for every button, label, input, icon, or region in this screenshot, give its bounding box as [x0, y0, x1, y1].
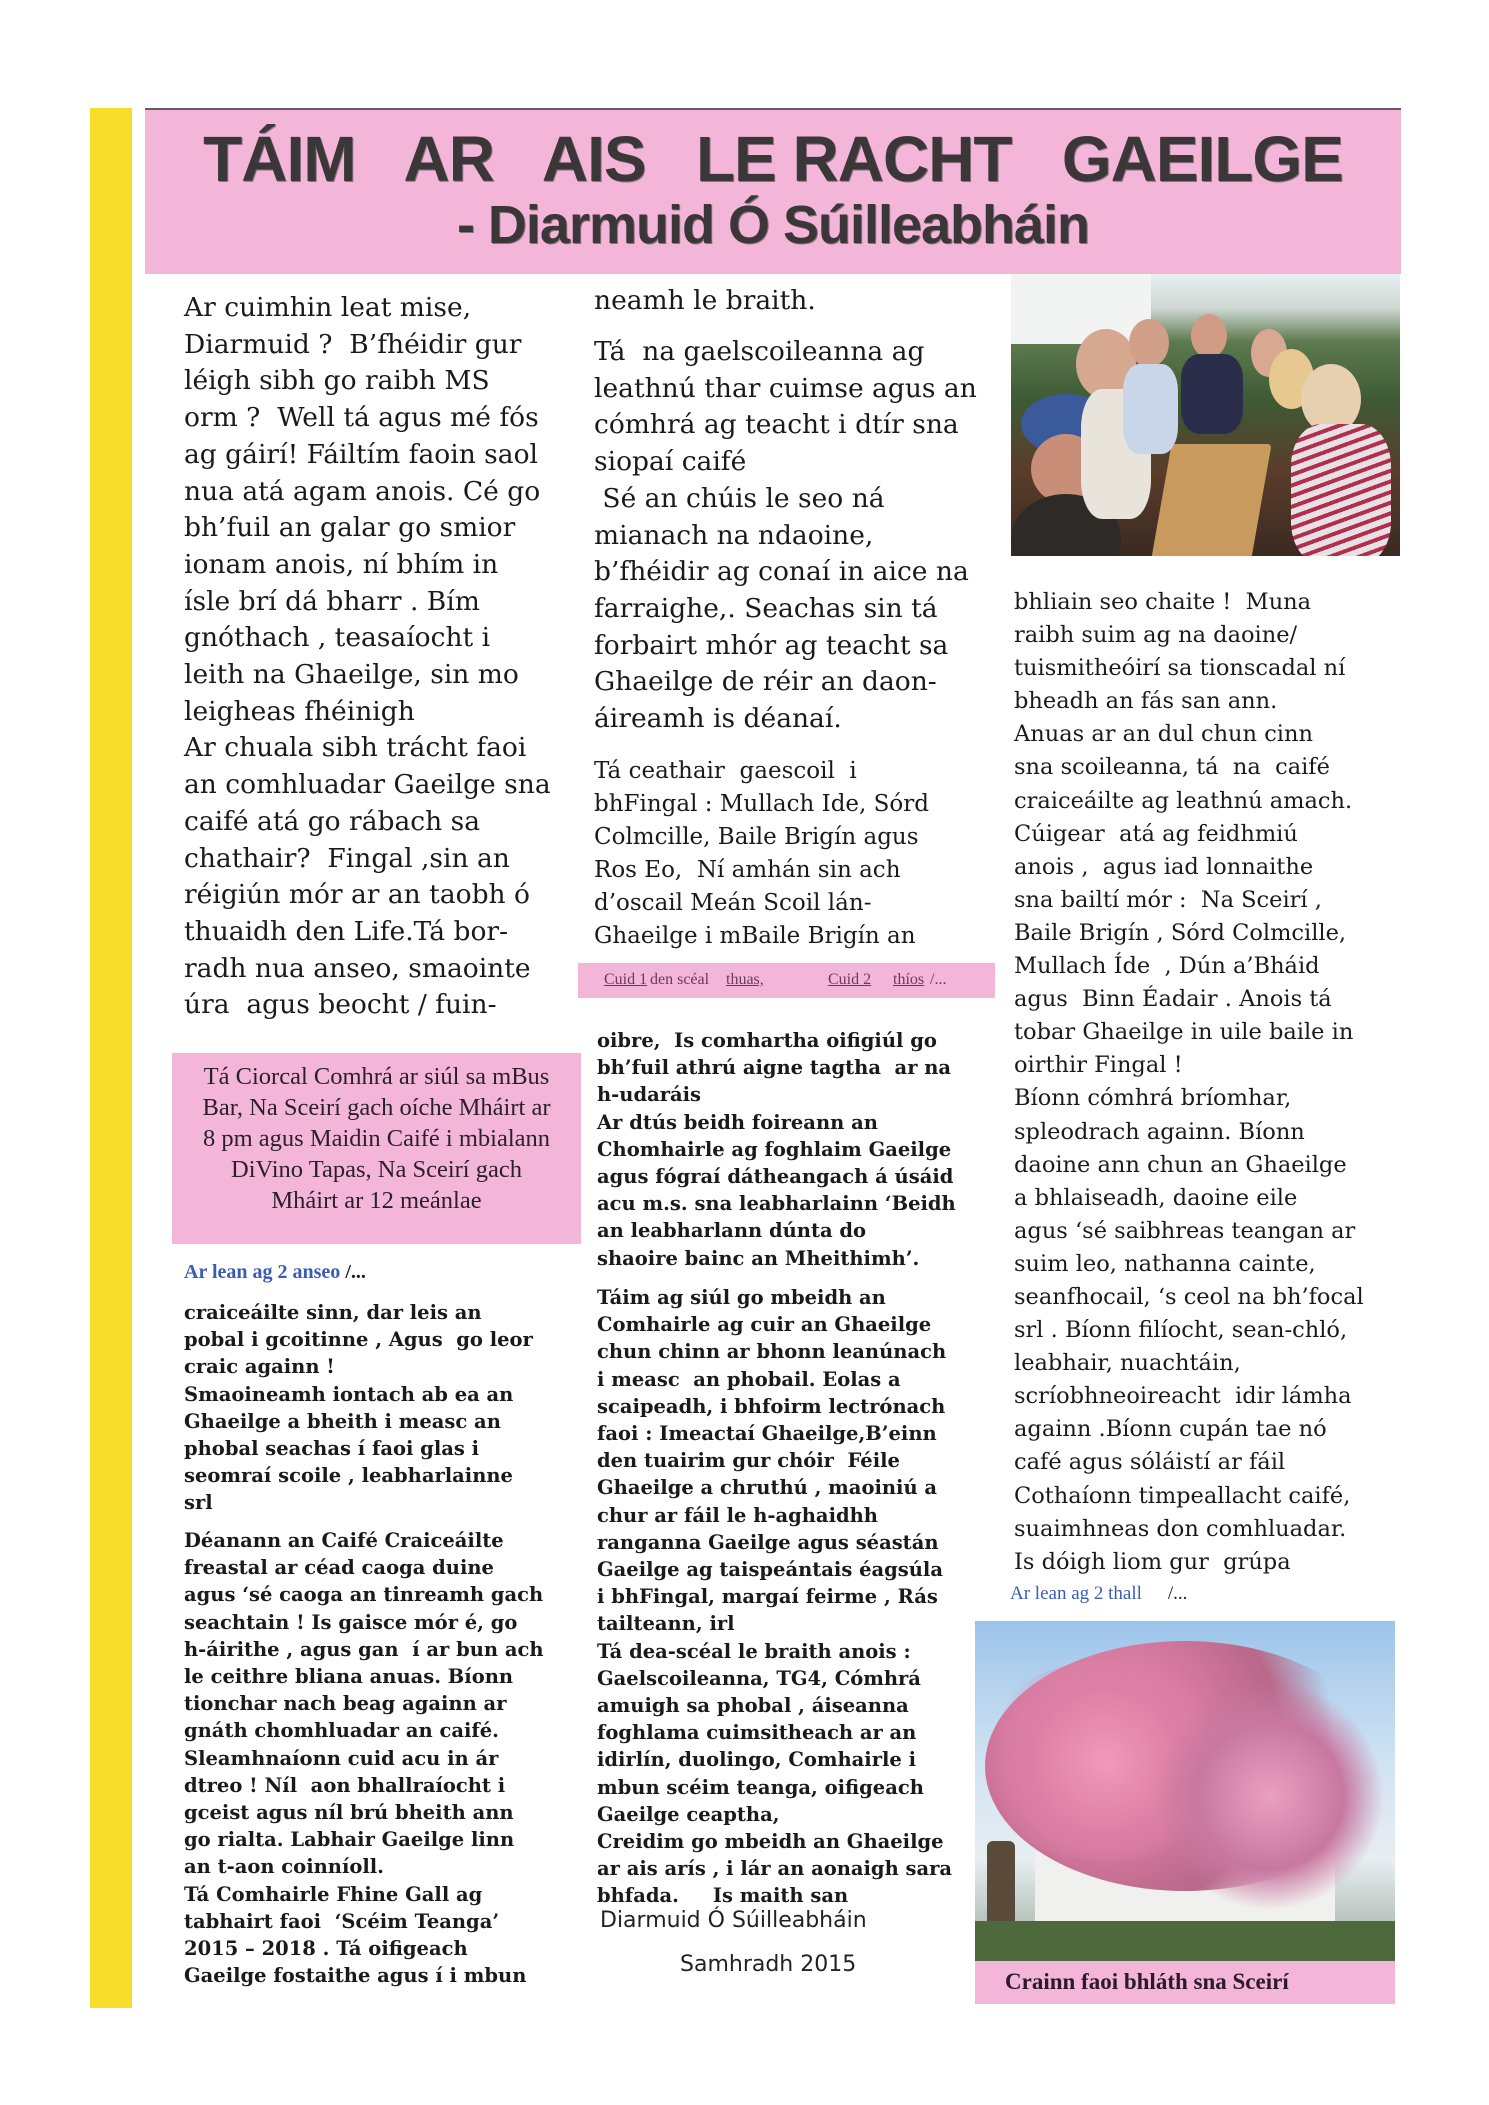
part2-suffix: /...	[930, 971, 947, 988]
text-line: sna scoileanna, tá na caifé	[1014, 754, 1330, 781]
text-line: Ar chuala sibh trácht faoi	[184, 732, 527, 764]
text-line: Creidim go mbeidh an Ghaeilge	[597, 1830, 944, 1854]
text-line: leabhair, nuachtáin,	[1014, 1350, 1241, 1377]
text-line: suim leo, nathanna cainte,	[1014, 1250, 1316, 1277]
continue-suffix-2: /...	[1167, 1583, 1188, 1604]
part1-tail-link[interactable]: thuas,	[726, 971, 764, 988]
text-line: daoine ann chun an Ghaeilge	[1014, 1151, 1347, 1178]
text-line: tabhairt faoi ‘Scéim Teanga’	[184, 1909, 500, 1933]
text-line: seachtain ! Is gaisce mór é, go	[184, 1610, 518, 1634]
text-line: ag gáirí! Fáiltím faoin saol	[184, 438, 539, 470]
text-line: Ghaeilge a chruthú , maoiniú a	[597, 1476, 938, 1500]
photo-hedge	[975, 1921, 1395, 1961]
text-line: Mháirt ar 12 meánlae	[271, 1187, 482, 1214]
text-line: Anuas ar an dul chun cinn	[1014, 721, 1313, 748]
text-line: bhFingal : Mullach Ide, Sórd	[594, 791, 929, 817]
text-line: craic againn !	[184, 1355, 335, 1379]
text-line: Chomhairle ag foghlaim Gaeilge	[597, 1137, 952, 1161]
continue-suffix: /...	[340, 1261, 366, 1283]
text-line: réigiún mór ar an taobh ó	[184, 879, 530, 911]
text-line: farraighe,. Seachas sin tá	[594, 592, 938, 624]
text-line: Gaeilge fostaithe agus í i mbun	[184, 1964, 527, 1988]
text-line: agus ‘sé caoga an tinreamh gach	[184, 1583, 544, 1607]
text-line: Déanann an Caifé Craiceáilte	[184, 1529, 504, 1552]
text-line: an t-aon coinníoll.	[184, 1855, 384, 1879]
text-line: faoi : Imeactaí Ghaeilge,B’einn	[597, 1422, 937, 1446]
text-line: sna bailtí mór : Na Sceirí ,	[1014, 886, 1322, 913]
photo-table	[1150, 444, 1271, 556]
text-line: anois , agus iad lonnaithe	[1014, 853, 1314, 880]
text-line: Smaoineamh iontach ab ea an	[184, 1382, 514, 1406]
text-line: scaipeadh, i bhfoirm lectrónach	[597, 1394, 946, 1418]
text-line: Diarmuid ? B’fhéidir gur	[184, 328, 522, 360]
text-line: agus ‘sé saibhreas teangan ar	[1014, 1217, 1356, 1244]
text-line: bh’fuil an galar go smior	[184, 512, 516, 544]
column1-part2-b	[184, 1527, 544, 1989]
text-line: cómhrá ag teacht i dtír sna	[594, 409, 959, 441]
text-line: acu m.s. sna leabharlainn ‘Beidh	[597, 1192, 956, 1216]
text-line: spleodrach againn. Bíonn	[1014, 1118, 1305, 1145]
text-line: i measc an phobail. Eolas a	[597, 1367, 901, 1391]
text-line: radh nua anseo, smaointe	[184, 952, 531, 984]
text-line: tobar Ghaeilge in uile baile in	[1014, 1019, 1354, 1046]
text-line: Bar, Na Sceirí gach oíche Mháirt ar	[202, 1094, 551, 1121]
photo-caption	[975, 1961, 1395, 2004]
text-line: gceist agus níl brú bheith ann	[184, 1801, 514, 1825]
text-line: leith na Ghaeilge, sin mo	[184, 659, 519, 691]
continue-link[interactable]: Ar lean ag 2 anseo	[184, 1261, 341, 1283]
column1-intro	[184, 290, 551, 1024]
text-line: leigheas fhéinigh	[184, 695, 415, 727]
column1-part2-a	[184, 1299, 533, 1517]
text-line: mbun scéim teanga, oifigeach	[597, 1775, 924, 1799]
photo-blossom	[1155, 1681, 1385, 1911]
text-line: Ar cuimhin leat mise,	[184, 292, 472, 323]
text-line: an comhluadar Gaeilge sna	[184, 769, 551, 801]
text-line: Bíonn cómhrá bríomhar,	[1014, 1085, 1292, 1112]
text-line: léigh sibh go raibh MS	[184, 365, 490, 397]
event-notice-text	[172, 1061, 581, 1216]
text-line: Sé an chúis le seo ná	[594, 482, 885, 514]
text-line: go rialta. Labhair Gaeilge linn	[184, 1828, 515, 1852]
column2-para-c	[594, 755, 929, 953]
column2-part2-a	[597, 1027, 956, 1272]
article-header	[145, 108, 1401, 274]
text-line: gnóthach , teasaíocht i	[184, 622, 491, 654]
text-line: forbairt mhór ag teacht sa	[594, 629, 949, 661]
text-line: Colmcille, Baile Brigín agus	[594, 824, 919, 850]
text-line: seanfhocail, ‘s ceol na bh’focal	[1014, 1283, 1364, 1310]
article-title: TÁIM AR AIS LE RACHT GAEILGE	[203, 123, 1343, 195]
text-line: oirthir Fingal !	[1014, 1052, 1183, 1079]
text-line: Ghaeilge i mBaile Brigín an	[594, 923, 916, 949]
text-line: Tá Ciorcal Comhrá ar siúl sa mBus	[203, 1063, 550, 1090]
text-line: suaimhneas don comhluadar.	[1014, 1515, 1347, 1542]
text-line: nua atá agam anois. Cé go	[184, 475, 541, 507]
text-line: tionchar nach beag againn ar	[184, 1692, 507, 1716]
text-line: Tá na gaelscoileanna ag	[594, 336, 925, 367]
photo-person	[1181, 354, 1243, 434]
text-line: srl . Bíonn filíocht, sean-chló,	[1014, 1317, 1348, 1344]
continue-note	[184, 1259, 366, 1284]
text-line: Baile Brigín , Sórd Colmcille,	[1014, 919, 1347, 946]
text-line: seomraí scoile , leabharlainne	[184, 1464, 513, 1488]
text-line: pobal i gcoitinne , Agus go leor	[184, 1328, 533, 1352]
text-line: freastal ar céad caoga duine	[184, 1556, 494, 1580]
text-line: neamh le braith.	[594, 285, 816, 316]
text-line: DiVino Tapas, Na Sceirí gach	[231, 1156, 522, 1183]
column2-para-a	[594, 283, 816, 320]
signature: Diarmuid Ó Súilleabháin	[600, 1908, 867, 1933]
text-line: Tá ceathair gaescoil i	[594, 758, 857, 784]
text-line: chun chinn ar bhonn leanúnach	[597, 1340, 947, 1364]
text-line: craiceáilte sinn, dar leis an	[184, 1301, 482, 1324]
text-line: oibre, Is comhartha oifigiúl go	[597, 1029, 937, 1052]
text-line: Ghaeilge a bheith i measc an	[184, 1409, 501, 1433]
continue-link-2[interactable]: Ar lean ag 2 thall	[1010, 1583, 1142, 1604]
text-line: Mullach Íde , Dún a’Bháid	[1014, 953, 1320, 980]
text-line: chur ar fáil le h-aghaidhh	[597, 1503, 878, 1527]
text-line: Ar dtús beidh foireann an	[597, 1110, 878, 1134]
text-line: Is dóigh liom gur grúpa	[1014, 1548, 1291, 1575]
text-line: mianach na ndaoine,	[594, 519, 874, 551]
text-line: agus Binn Éadair . Anois tá	[1014, 986, 1332, 1013]
article-author: - Diarmuid Ó Súilleabháin	[456, 195, 1090, 255]
column3-text	[1014, 586, 1364, 1579]
text-line: thuaidh den Life.Tá bor-	[184, 915, 509, 947]
text-line: Tá dea-scéal le braith anois :	[597, 1639, 911, 1663]
text-line: phobal seachas í faoi glas i	[184, 1437, 480, 1461]
text-line: shaoire bainc an Mheithimh’.	[597, 1246, 920, 1270]
text-line: gnáth chomhluadar an caifé.	[184, 1719, 499, 1743]
text-line: bheadh an fás san ann.	[1014, 688, 1278, 715]
photo-striped-shirt	[1291, 424, 1391, 556]
text-line: 2015 – 2018 . Tá oifigeach	[184, 1937, 468, 1961]
text-line: café agus sóláistí ar fáil	[1014, 1449, 1286, 1476]
text-line: leathnú thar cuimse agus an	[594, 372, 977, 404]
text-line: áireamh is déanaí.	[594, 703, 842, 735]
text-line: foghlama cuimsitheach ar an	[597, 1721, 917, 1745]
continue-note-2	[1010, 1582, 1187, 1605]
text-line: Táim ag siúl go mbeidh an	[597, 1286, 886, 1309]
text-line: bhliain seo chaite ! Muna	[1014, 589, 1312, 615]
text-line: a bhlaiseadh, daoine eile	[1014, 1184, 1298, 1211]
text-line: Gaeilge ceaptha,	[597, 1802, 780, 1826]
text-line: ranganna Gaeilge agus séastán	[597, 1530, 939, 1554]
text-line: orm ? Well tá agus mé fós	[184, 402, 539, 434]
text-line: le ceithre bliana anuas. Bíonn	[184, 1665, 514, 1689]
yellow-side-bar	[90, 108, 132, 2008]
text-line: Gaelscoileanna, TG4, Cómhrá	[597, 1666, 921, 1690]
text-line: agus fógraí dátheangach á úsáid	[597, 1165, 954, 1189]
text-line: h-udaráis	[597, 1083, 702, 1107]
text-line: craiceáilte ag leathnú amach.	[1014, 787, 1353, 814]
text-line: amuigh sa phobal , áiseanna	[597, 1694, 909, 1718]
part-navigation-strip	[578, 963, 995, 998]
text-line: Gaeilge ag taispeántais éagsúla	[597, 1558, 943, 1582]
text-line: bhfada. Is maith san	[597, 1884, 849, 1908]
text-line: Cothaíonn timpeallacht caifé,	[1014, 1482, 1351, 1509]
text-line: againn .Bíonn cupán tae nó	[1014, 1416, 1327, 1443]
issue-date: Samhradh 2015	[680, 1952, 857, 1977]
text-line: ar ais arís , i lár an aonaigh sara	[597, 1857, 953, 1881]
text-line: scríobhneoireacht idir lámha	[1014, 1383, 1352, 1410]
text-line: tuismitheóirí sa tionscadal ní	[1014, 655, 1346, 682]
text-line: Sleamhnaíonn cuid acu in ár	[184, 1746, 499, 1770]
text-line: Comhairle ag cuir an Ghaeilge	[597, 1313, 932, 1337]
text-line: dtreo ! Níl aon bhallraíocht i	[184, 1773, 506, 1797]
part2-link[interactable]: Cuid 2	[828, 971, 872, 988]
text-line: ísle brí dá bharr . Bím	[184, 585, 480, 617]
photo-caption-text: Crainn faoi bhláth sna Sceirí	[1005, 1969, 1289, 1994]
text-line: Cúigear atá ag feidhmiú	[1014, 820, 1298, 847]
blossom-tree-photo	[975, 1621, 1395, 1961]
text-line: i bhFingal, margaí feirme , Rás	[597, 1585, 938, 1609]
text-line: srl	[184, 1491, 213, 1515]
text-line: bh’fuil athrú aigne tagtha ar na	[597, 1056, 952, 1080]
text-line: den tuairim gur chóir Féile	[597, 1449, 900, 1473]
text-line: an leabharlann dúnta do	[597, 1219, 867, 1243]
text-line: Tá Comhairle Fhine Gall ag	[184, 1882, 483, 1906]
text-line: Ghaeilge de réir an daon-	[594, 666, 937, 698]
photo-person	[1123, 364, 1178, 454]
column2-part2-b	[597, 1284, 952, 1910]
text-line: raibh suim ag na daoine/	[1014, 622, 1298, 649]
text-line: tailteann, irl	[597, 1612, 735, 1636]
text-line: ionam anois, ní bhím in	[184, 548, 499, 580]
text-line: chathair? Fingal ,sin an	[184, 842, 510, 874]
text-line: úra agus beocht / fuin-	[184, 989, 497, 1021]
text-line: Ros Eo, Ní amhán sin ach	[594, 857, 901, 883]
event-notice-box	[172, 1053, 581, 1244]
part1-text: den scéal	[650, 971, 710, 988]
part2-tail-link[interactable]: thíos	[893, 971, 925, 988]
part1-link[interactable]: Cuid 1	[604, 971, 648, 988]
text-line: caifé atá go rábach sa	[184, 805, 481, 837]
text-line: siopaí caifé	[594, 446, 747, 478]
photo-face	[1129, 319, 1169, 367]
text-line: 8 pm agus Maidin Caifé i mbialann	[202, 1125, 551, 1152]
text-line: h-áirithe , agus gan í ar bun ach	[184, 1637, 544, 1661]
text-line: b’fhéidir ag conaí in aice na	[594, 556, 969, 588]
group-cafe-photo	[1011, 274, 1400, 556]
photo-face	[1191, 314, 1227, 358]
column2-para-b	[594, 334, 977, 738]
text-line: d’oscail Meán Scoil lán-	[594, 890, 872, 916]
text-line: idirlín, duolingo, Comhairle i	[597, 1748, 916, 1772]
